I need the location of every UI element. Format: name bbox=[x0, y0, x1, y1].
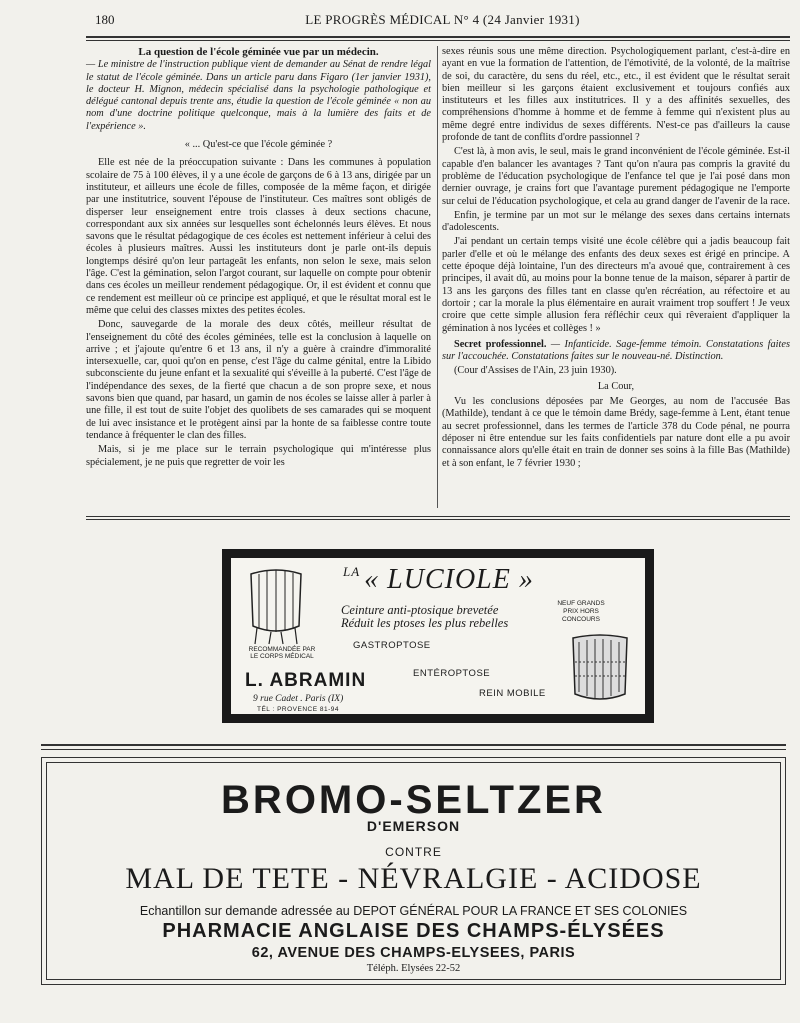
page-number: 180 bbox=[95, 12, 115, 27]
bromo-sample-note: Echantillon sur demande adressée au DEPOT GÉNÉRAL POUR LA FRANCE ET SES COLONIES bbox=[139, 904, 688, 918]
paragraph: Elle est née de la préoccupation suivante : Dans les communes à population scolaire de 75 à 100 élèves, il y a une école de garçons de 6 à 13 ans, dirigée par un instituteur, et ailleurs une école de filles, composée de la même façon, et dirigée par une institutrice, souvent l'épouse de l'instituteur. Ces maîtres sont obligés de disperser leur enseignement entre trois classes à deux sections chacune, correspondant aux six années sur lesquelles sont échelonnés leurs élèves. Et nous savons que le résultat pédagogique de ces écoles est nettement inférieur à celui des écoles à plusieurs maîtres. Aussi les instituteurs dont je parle ont-ils depuis longtemps désiré qu'on leur partageât les enfants, non selon le sexe, mais selon l'âge. C'est la gémination, selon l'argot courant, sur laquelle on compte pour obtenir dans ces écoles un meilleur rendement pédagogique. Or, il est évident et connu que ce rendement est meilleur où ce principe est appliqué, et que le résultat moral est le même que celui des classes mixtes des petites écoles. bbox=[86, 157, 431, 316]
luciole-subtitle: Réduit les ptoses les plus rebelles bbox=[341, 616, 509, 630]
paragraph: J'ai pendant un certain temps visité une école célèbre qui a jadis beaucoup fait parler d'elle et où le mélange des enfants des deux sexes est érigé en principe. A cette époque déjà lointaine, l'un des directeurs m'a avoué que, contrairement à ces principes, il avait dû, au moins pour la bonne tenue de la maison, séparer à partir de 13 ans les garçons des filles tant en classe qu'en récréation, au réfectoire et au dortoir ; car la morale la plus élémentaire en aurait vraiment trop souffert ! Je veux croire que cette simple allusion fera réfléchir ceux qui rêveraient d'appliquer la gémination à nos lycées et collèges ! » bbox=[442, 236, 790, 334]
header-rule-thin bbox=[86, 40, 790, 41]
court-reference: (Cour d'Assises de l'Ain, 23 juin 1930). bbox=[454, 365, 617, 377]
section-rule bbox=[86, 516, 790, 517]
luciole-recommendation: RECOMMANDÉE PAR LE CORPS MÉDICAL bbox=[248, 646, 316, 660]
luciole-indication: GASTROPTOSE bbox=[353, 640, 431, 651]
article-intro: — Le ministre de l'instruction publique vient de demander au Sénat de rendre légal le statut de l'école géminée. Dans un article paru dans Figaro (1er janvier 1931), le docteur H. Mignon, médecin spécialisé dans la psychologie pathologique et délégué cantonal depuis trente ans, étudie la question de l'école géminée « non au nom d'une doctrine politique quelconque, mais à la lumière des faits et de l'expérience ». bbox=[86, 59, 431, 132]
article-question: « ... Qu'est-ce que l'école géminée ? bbox=[184, 139, 333, 151]
section-rule bbox=[41, 744, 786, 746]
bromo-maker: D'EMERSON bbox=[366, 818, 461, 834]
paragraph: Vu les conclusions déposées par Me Georges, au nom de l'accusée Bas (Mathilde), tendant à ce que le témoin dame Brédy, sage-femme à Lent, étant tenue au secret professionnel, dans les termes de l'article 378 du Code pénal, ne pourra déposer ni être entendue sur les faits confidentiels par nature dont elle a pu avoir connaissance alors qu'elle était en train de donner ses soins à la fille Bas (Mathilde) et à son enfant, le 7 février 1930 ; bbox=[442, 396, 790, 469]
luciole-title: $^{LA}$ « LUCIOLE » bbox=[343, 564, 534, 595]
right-column bbox=[442, 46, 790, 472]
page-header bbox=[95, 12, 790, 32]
luciole-company: L. ABRAMIN bbox=[245, 670, 367, 691]
luciole-subtitle: Ceinture anti-ptosique brevetée bbox=[341, 603, 499, 617]
header-rule bbox=[86, 36, 790, 38]
secret-section bbox=[442, 339, 790, 364]
bromo-title: BROMO-SELTZER bbox=[221, 778, 606, 822]
bromo-address: 62, AVENUE DES CHAMPS-ELYSEES, PARIS bbox=[251, 945, 576, 961]
bromo-phone: Téléph. Elysées 22-52 bbox=[366, 963, 461, 974]
section-rule bbox=[41, 749, 786, 750]
journal-title: LE PROGRÈS MÉDICAL N° 4 (24 Janvier 1931) bbox=[305, 12, 580, 27]
luciole-advertisement bbox=[222, 549, 654, 723]
secret-heading: Secret professionnel. bbox=[454, 338, 547, 350]
corset-illustration bbox=[565, 632, 635, 708]
paragraph: sexes réunis sous une même direction. Psychologiquement parlant, c'est-à-dire en ayant en vue la formation de l'attention, de l'émotivité, de la volonté, de la maîtrise de soi, du caractère, du sens du réel, etc., etc., il est évident que le résultat serait bien meilleur si les garçons étaient exclusivement et toujours confiés aux instituteurs et les filles aux institutrices. Il y a des affinités sexuelles, des compréhensions d'homme à homme et de femme à femme qui n'existent plus au même degré entre individus de sexes différents. N'est-ce pas d'ailleurs la cause profonde de tant de conflits d'ordre passionnel ? bbox=[442, 46, 790, 144]
paragraph: C'est là, à mon avis, le seul, mais le grand inconvénient de l'école géminée. Est-il capable d'en balancer les avantages ? Tant qu'on n'aura pas compris la gravité du problème de l'éducation psychologique de l'enfance tel que je l'ai posé dans mon dernier ouvrage, je crains fort que l'avantage purement pédagogique ne l'emporte sur celui de l'éducation psychologique, et cela au grand danger de l'avenir de la race. bbox=[442, 146, 790, 207]
bromo-contre: CONTRE bbox=[385, 845, 442, 859]
luciole-address: 9 rue Cadet . Paris (IX) bbox=[253, 694, 344, 704]
left-column bbox=[86, 46, 431, 471]
bromo-conditions: MAL DE TETE - NÉVRALGIE - ACIDOSE bbox=[125, 862, 702, 895]
paragraph: Donc, sauvegarde de la morale des deux côtés, meilleur résultat de l'enseignement du côté des écoles géminées, telle est la conclusion à laquelle on arrive ; et j'ajoute qu'entre 6 et 13 ans, il n'y a guère à craindre d'immoralité intersexuelle, car, quoi qu'on en pense, c'est l'âge du calme génital, entre la Libido subconsciente du jeune enfant et la sexualité qui s'éveille à la puberté. C'est l'âge de l'indépendance des sexes, de la fierté que chacun a de son propre sexe, et nous savons bien que quand, par hasard, un gamin de nos écoles se laisse aller à parler à une fille, il est tout de suite l'objet des quolibets de ses camarades qui se moquent de lui avec insistance et le protègent ainsi par la honte de sa faiblesse contre toute tendance à fréquenter le clan des filles. bbox=[86, 319, 431, 441]
paragraph: Mais, si je me place sur le terrain psychologique qui m'intéresse plus spécialement, je ne puis que regretter de voir les bbox=[86, 444, 431, 468]
luciole-indication: REIN MOBILE bbox=[479, 688, 546, 699]
section-rule bbox=[86, 519, 790, 520]
bromo-seltzer-advertisement bbox=[41, 757, 786, 985]
luciole-indication: ENTÉROPTOSE bbox=[413, 668, 491, 679]
la-cour: La Cour, bbox=[597, 380, 635, 392]
luciole-prizes: NEUF GRANDS PRIX HORS CONCOURS bbox=[557, 600, 605, 623]
article-heading: La question de l'école géminée vue par un médecin. bbox=[138, 46, 379, 58]
secret-subheading: — Infanticide. Sage-femme témoin. Constatations faites sur l'accouchée. Constatations faites sur le nouveau-né. Distinction. bbox=[442, 338, 790, 363]
luciole-phone: TÉL : PROVENCE 81-94 bbox=[257, 706, 340, 713]
corset-illustration bbox=[241, 566, 311, 646]
paragraph: Enfin, je termine par un mot sur le mélange des sexes dans certains internats d'adolescents. bbox=[442, 209, 790, 234]
bromo-pharmacy: PHARMACIE ANGLAISE DES CHAMPS-ÉLYSÉES bbox=[162, 920, 665, 942]
column-divider bbox=[437, 46, 438, 508]
